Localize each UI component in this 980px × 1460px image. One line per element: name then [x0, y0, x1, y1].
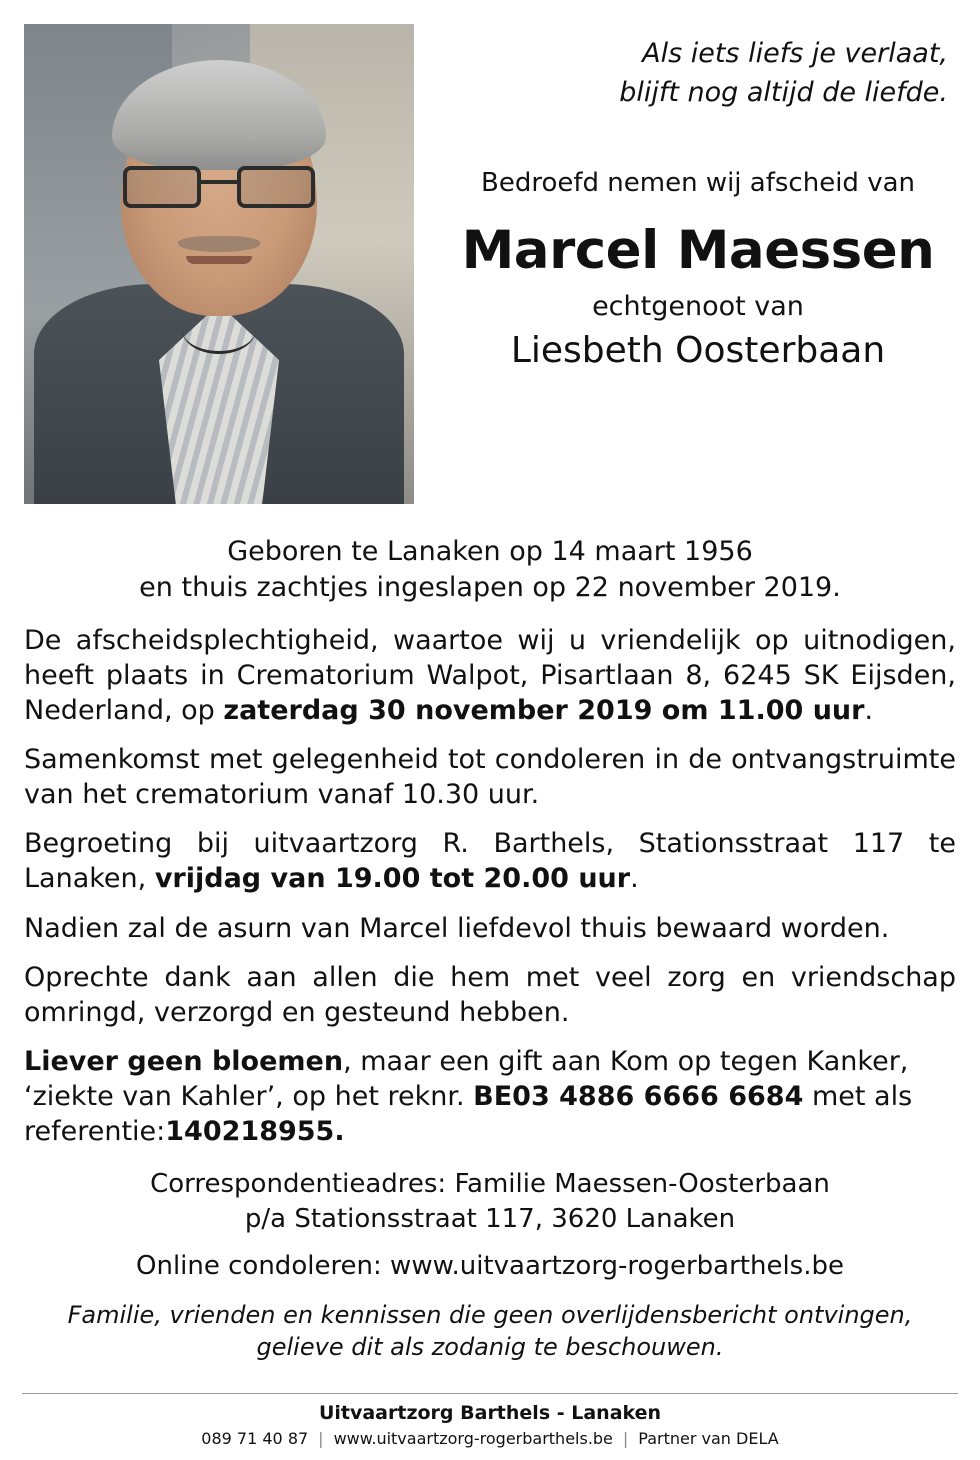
notice-line-2: gelieve dit als zodanig te beschouwen. [256, 1332, 724, 1361]
urn-paragraph: Nadien zal de asurn van Marcel liefdevol thuis bewaard worden. [24, 912, 890, 944]
greeting-paragraph [24, 826, 956, 896]
relation-label: echtgenoot van [592, 291, 804, 323]
no-flowers-label: Liever geen bloemen [24, 1045, 344, 1077]
donation-paragraph [24, 1044, 956, 1149]
ceremony-text-1: De afscheidsplechtigheid, waartoe wij u vriendelijk op uitnodigen, heeft plaats in Crematorium Walpot, Pisartlaan 8, 6245 SK Eijsden, Nederland, op [24, 624, 956, 727]
donation-text-1: , maar een gift aan Kom op tegen Kanker, ‘ziekte van Kahler’, op het reknr. [24, 1045, 909, 1112]
footer-separator-1: | [318, 1429, 324, 1448]
announcement-body [0, 623, 980, 1149]
ceremony-text-2: . [864, 695, 874, 727]
photo-lens-right [237, 166, 315, 208]
correspondence-block [0, 1167, 980, 1284]
footer-company: Uitvaartzorg Barthels - Lanaken [318, 1402, 662, 1424]
greeting-time: vrijdag van 19.00 tot 20.00 uur [154, 863, 631, 895]
photo-glasses-bridge [201, 180, 237, 184]
footer-separator-2: | [622, 1429, 629, 1448]
photo-glasses [123, 166, 315, 210]
headline-block [414, 24, 956, 371]
life-dates [0, 534, 980, 607]
verse-line-1: Als iets liefs je verlaat, [642, 38, 948, 69]
footer-partner: Partner van DELA [638, 1429, 779, 1448]
header-section [0, 0, 980, 504]
death-line: en thuis zachtjes ingeslapen op 22 november 2019. [139, 572, 841, 604]
thanks-paragraph: Oprechte dank aan allen die hem met veel zorg en vriendschap omringd, verzorgd en gesteund hebben. [24, 961, 956, 1028]
donation-text-2: met als referentie: [24, 1080, 913, 1147]
portrait-image [24, 24, 414, 504]
photo-mustache [178, 236, 260, 252]
photo-necklace [182, 305, 256, 354]
ceremony-paragraph [24, 623, 956, 728]
intro-text: Bedroefd nemen wij afscheid van [481, 168, 915, 199]
donation-account-number: BE03 4886 6666 6684 [473, 1080, 804, 1112]
online-condolences[interactable]: Online condoleren: www.uitvaartzorg-rogerbarthels.be [136, 1251, 844, 1282]
donation-reference: 140218955. [165, 1116, 345, 1147]
gathering-paragraph: Samenkomst met gelegenheid tot condoleren in de ontvangstruimte van het crematorium vanaf 10.30 uur. [24, 744, 956, 811]
footer-website[interactable]: www.uitvaartzorg-rogerbarthels.be [333, 1429, 613, 1448]
deceased-name: Marcel Maessen [461, 220, 935, 282]
greeting-text-2: . [630, 863, 639, 895]
spouse-name: Liesbeth Oosterbaan [510, 330, 886, 372]
birth-line: Geboren te Lanaken op 14 maart 1956 [227, 536, 753, 567]
greeting-text-1: Begroeting bij uitvaartzorg R. Barthels, Stationsstraat 117 te Lanaken, [24, 828, 956, 895]
correspondence-line-2: p/a Stationsstraat 117, 3620 Lanaken [244, 1204, 736, 1235]
general-notice [0, 1300, 980, 1362]
notice-line-1: Familie, vrienden en kennissen die geen overlijdensbericht ontvingen, [67, 1301, 913, 1330]
photo-lens-left [123, 166, 201, 208]
verse-line-2: blijft nog altijd de liefde. [619, 77, 948, 109]
photo-mouth [186, 256, 252, 264]
footer-contact-line [0, 1429, 980, 1448]
footer-divider [22, 1393, 958, 1394]
footer-phone: 089 71 40 87 [201, 1429, 309, 1448]
correspondence-line-1: Correspondentieadres: Familie Maessen-Oosterbaan [150, 1169, 830, 1200]
memorial-verse [440, 34, 956, 112]
ceremony-datetime: zaterdag 30 november 2019 om 11.00 uur [223, 695, 865, 727]
footer [0, 1393, 980, 1448]
portrait-photo [24, 24, 414, 504]
